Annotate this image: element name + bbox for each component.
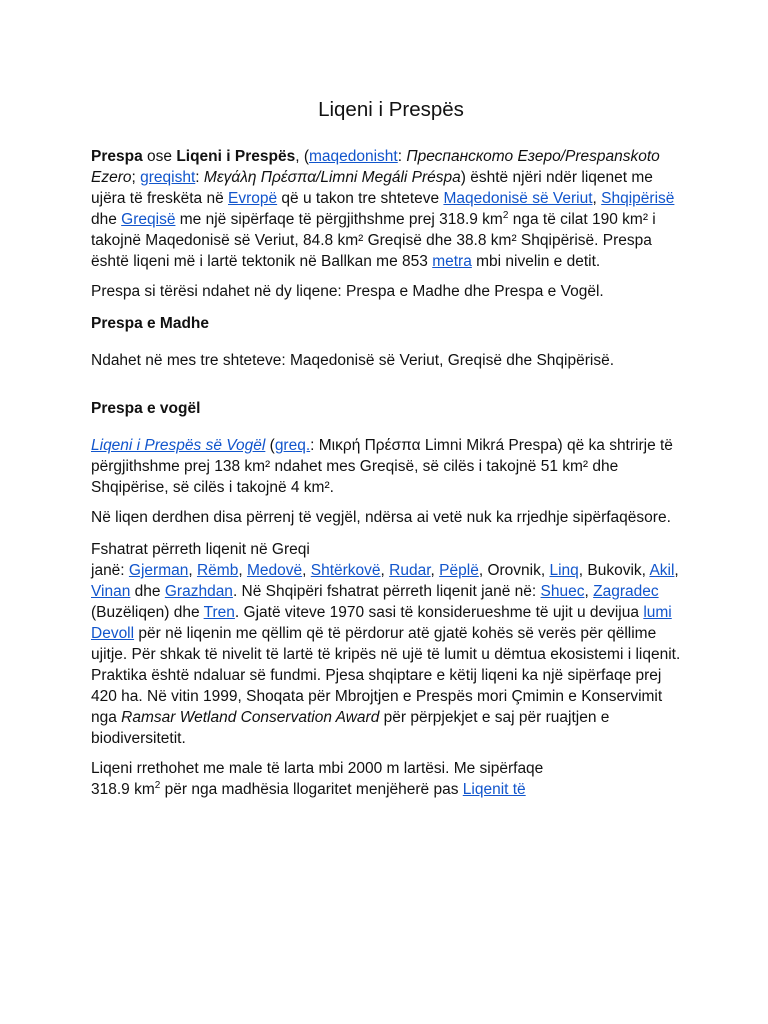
link-greqise[interactable]: Greqisë — [121, 211, 176, 228]
text-run: . Gjatë viteve 1970 sasi të konsiderueshme të ujit u devijua — [234, 604, 644, 621]
text-run: , ( — [295, 148, 309, 165]
text-run: : Μικρή Πρέσπα Limni Mikrá Prespa) që ka shtrirje të përgjithshme prej 138 km² ndahet mes Greqisë, së cilës i takojnë 51 km² dhe Shqipërise, së cilës i takojnë 4 km². — [91, 437, 673, 496]
text-run: për nga madhësia llogaritet menjëherë pas — [160, 781, 463, 798]
bold-text: Prespa — [91, 148, 143, 165]
streams-paragraph — [91, 507, 691, 528]
link-maqedonisht[interactable]: maqedonisht — [308, 148, 398, 165]
link-tren[interactable]: Tren — [203, 604, 235, 621]
text-run: janë: — [91, 562, 129, 579]
text-run: Prespa si tërësi ndahet në dy liqene: Prespa e Madhe dhe Prespa e Vogël. — [91, 283, 604, 300]
link-shterkove[interactable]: Shtërkovë — [310, 562, 381, 579]
text-run: (Buzëliqen) dhe — [91, 604, 204, 621]
prespa-e-vogel-paragraph — [91, 435, 691, 498]
text-run: , — [674, 562, 679, 579]
heading-prespa-e-vogel — [91, 398, 691, 419]
superscript: 2 — [502, 210, 509, 221]
link-shuec[interactable]: Shuec — [540, 583, 585, 600]
text-run: 318.9 km — [91, 781, 155, 798]
text-run: , — [592, 190, 602, 207]
text-run: që u takon tre shteteve — [277, 190, 444, 207]
link-rudar[interactable]: Rudar — [389, 562, 431, 579]
italic-text: Ramsar Wetland Conservation Award — [121, 709, 380, 726]
document-body — [91, 146, 691, 800]
link-akil[interactable]: Akil — [649, 562, 675, 579]
text-run: mbi nivelin e detit. — [471, 253, 601, 270]
text-run: me një sipërfaqe të përgjithshme prej 318.9 km — [175, 211, 503, 228]
link-liqenit-te[interactable]: Liqenit të — [462, 781, 526, 798]
text-run: , — [302, 562, 311, 579]
link-shqiperise[interactable]: Shqipërisë — [601, 190, 675, 207]
link-metra[interactable]: metra — [432, 253, 472, 270]
text-run: Ndahet në mes tre shteteve: Maqedonisë së Veriut, Greqisë dhe Shqipërisë. — [91, 352, 614, 369]
link-lumi-devoll[interactable]: lumi Devoll — [91, 604, 672, 642]
text-run: për në liqenin me qëllim që të përdorur atë gjatë kohës së verës për qëllime ujitje. Për shkak të nivelit të lartë të kripës në ujë të lumit u dëmtua ekosistemi i liqenit. Praktika është ndaluar së fundmi. Pjesa shqiptare e këtij liqeni ka një sipërfaqe prej 420 ha. Në vitin 1999, Shoqata për Mbrojtjen e Prespës mori Çmimin e Konservimit nga — [91, 625, 681, 726]
link-greq[interactable]: greq. — [274, 437, 311, 454]
text-run: , — [238, 562, 247, 579]
text-run: , — [188, 562, 197, 579]
link-vinan[interactable]: Vinan — [91, 583, 131, 600]
italic-text: Преспанското Езеро/Prespanskoto Ezero — [91, 148, 660, 186]
text-run: dhe — [91, 211, 122, 228]
heading-prespa-e-madhe — [91, 313, 691, 334]
link-maqedonise-se-veriut[interactable]: Maqedonisë së Veriut — [443, 190, 593, 207]
text-run: ) është njëri ndër liqenet me ujëra të freskëta në — [91, 169, 653, 207]
text-run: Fshatrat përreth liqenit në Greqi — [91, 541, 310, 558]
superscript: 2 — [154, 780, 161, 791]
text-run: : — [397, 148, 407, 165]
text-run: : — [195, 169, 204, 186]
text-run: Prespa e vogël — [91, 400, 201, 417]
text-run: Prespa e Madhe — [91, 315, 210, 332]
villages-paragraph — [91, 539, 691, 749]
document-page — [91, 96, 691, 800]
link-grazhdan[interactable]: Grazhdan — [164, 583, 233, 600]
text-run: . Në Shqipëri fshatrat përreth liqenit janë në: — [232, 583, 541, 600]
intro-paragraph — [91, 146, 691, 272]
link-linq[interactable]: Linq — [549, 562, 579, 579]
text-run: , Orovnik, — [478, 562, 550, 579]
text-run: ; — [131, 169, 141, 186]
mountains-paragraph — [91, 758, 691, 800]
link-remb[interactable]: Rëmb — [196, 562, 239, 579]
link-medove[interactable]: Medovë — [246, 562, 303, 579]
link-greqisht[interactable]: greqisht — [140, 169, 196, 186]
text-run: dhe — [130, 583, 165, 600]
text-run: për përpjekjet e saj për ruajtjen e biodiversitetit. — [91, 709, 610, 747]
text-run: , — [430, 562, 440, 579]
italic-text: Μεγάλη Πρέσπα/Limni Megáli Préspa — [203, 169, 461, 186]
link-peple[interactable]: Pëplë — [439, 562, 479, 579]
prespa-e-madhe-paragraph — [91, 350, 691, 371]
text-run: ose — [142, 148, 177, 165]
text-run: Në liqen derdhen disa përrenj të vegjël, ndërsa ai vetë nuk ka rrjedhje sipërfaqësore. — [91, 509, 671, 526]
bold-text: Liqeni i Prespës — [176, 148, 296, 165]
division-paragraph — [91, 281, 691, 302]
link-gjerman[interactable]: Gjerman — [128, 562, 189, 579]
text-run: Liqeni rrethohet me male të larta mbi 2000 m lartësi. Me sipërfaqe — [91, 760, 544, 777]
link-liqeni-i-prespes-se-vogel[interactable]: Liqeni i Prespës së Vogël — [91, 437, 266, 454]
link-evrope[interactable]: Evropë — [228, 190, 278, 207]
link-zagradec[interactable]: Zagradec — [593, 583, 659, 600]
text-run: , — [584, 583, 594, 600]
page-title: Liqeni i Prespës — [318, 98, 464, 121]
text-run: nga të cilat 190 km² i takojnë Maqedonisë së Veriut, 84.8 km² Greqisë dhe 38.8 km² Shqipërisë. Prespa është liqeni më i lartë tektonik në Ballkan me 853 — [91, 211, 656, 270]
text-run: , Bukovik, — [578, 562, 650, 579]
text-run: , — [380, 562, 390, 579]
text-run: ( — [265, 437, 275, 454]
